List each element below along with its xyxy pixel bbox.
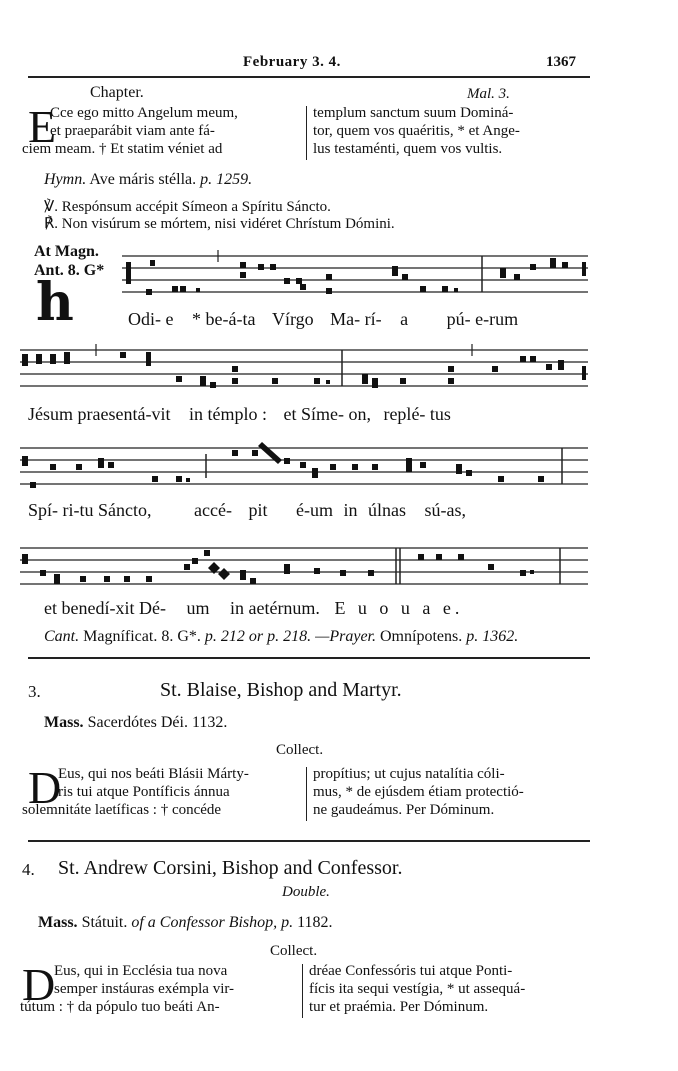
canticle-text: Magníficat. 8. G*. xyxy=(83,628,201,645)
prayer-text: Omnípotens. xyxy=(380,628,463,645)
lyric-1-4: Ma- rí- xyxy=(330,309,382,329)
chant-staff-3 xyxy=(0,440,678,500)
lyric-3-2: accé- xyxy=(194,500,232,520)
blaise-collect-label: Collect. xyxy=(276,742,324,758)
response: ℟. Non visúrum se mórtem, nisi vidéret Chrístum Dómini. xyxy=(44,216,395,232)
lyric-1-5: a xyxy=(400,309,409,329)
lyric-3-4: é-um xyxy=(295,500,333,520)
blaise-day-number: 3. xyxy=(28,682,41,701)
chapter-column-divider xyxy=(306,106,307,160)
lyric-4-1: et benedí-xit Dé- xyxy=(44,598,166,618)
corsini-title: St. Andrew Corsini, Bishop and Confessor. xyxy=(58,857,403,879)
canticle-label: Cant. xyxy=(44,628,80,645)
chant-staff-1 xyxy=(0,248,678,308)
chapter-label: Chapter. xyxy=(90,84,144,101)
lyrics-line-1 xyxy=(128,309,518,330)
versicle: ℣. Respónsum accépit Símeon a Spíritu Sáncto. xyxy=(44,199,331,215)
blaise-left-column xyxy=(22,762,249,819)
corsini-day-number: 4. xyxy=(22,860,35,879)
lyric-1-1: Odi- e xyxy=(128,309,174,329)
chapter-left-line-3: ciem meam. † Et statim véniet ad xyxy=(22,141,223,157)
lyric-3-7: sú-as, xyxy=(424,500,466,520)
lyric-1-3: Vírgo xyxy=(271,309,314,329)
blaise-right-line-1: propítius; ut cujus natalítia cóli- xyxy=(313,766,505,782)
lyric-3-1: Spí- ri-tu Sáncto, xyxy=(28,500,152,520)
hymn-line xyxy=(44,171,252,189)
lyric-4-2: um xyxy=(186,598,210,618)
corsini-right-column xyxy=(309,962,525,1016)
hymn-page: p. 1259. xyxy=(200,171,253,188)
lyric-2-3: et Síme- on, xyxy=(283,404,371,424)
lyric-2-2: in témplo : xyxy=(188,404,267,424)
blaise-left-line-2: ris tui atque Pontíficis ánnua xyxy=(58,784,230,800)
blaise-mass-label: Mass. xyxy=(44,714,84,731)
lyric-4-4: E u o u a e. xyxy=(334,598,464,618)
chant-staff-4 xyxy=(0,540,678,600)
corsini-mass-page: 1182. xyxy=(297,914,333,931)
blaise-mass-line xyxy=(44,714,227,732)
header-rule xyxy=(28,76,590,78)
corsini-mass-line xyxy=(38,914,333,932)
header-page-number: 1367 xyxy=(546,54,576,70)
corsini-mass-text: Státuit. xyxy=(81,914,128,931)
chapter-right-line-1: templum sanctum suum Dominá- xyxy=(313,105,514,121)
corsini-right-line-2: fícis ita sequi vestígia, * ut assequá- xyxy=(309,981,526,997)
chapter-left-line-1: Cce ego mitto Angelum meum, xyxy=(50,105,238,121)
corsini-left-column xyxy=(20,959,235,1016)
chapter-right-line-2: tor, quem vos quaéritis, * et Ange- xyxy=(313,123,520,139)
blaise-right-line-3: ne gaudeámus. Per Dóminum. xyxy=(313,802,495,818)
chapter-right-line-3: lus testaménti, quem vos vultis. xyxy=(313,141,503,157)
lyrics-line-4 xyxy=(44,598,463,619)
blaise-mass-text: Sacerdótes Déi. 1132. xyxy=(87,714,228,731)
hymn-text: Ave máris stélla. xyxy=(89,171,197,188)
section-divider-1 xyxy=(28,657,590,659)
corsini-right-line-3: tur et praémia. Per Dóminum. xyxy=(309,999,489,1015)
lyrics-line-3 xyxy=(28,500,466,521)
blaise-right-line-2: mus, * de ejúsdem étiam protectió- xyxy=(313,784,524,800)
corsini-mass-reference: of a Confessor Bishop, p. xyxy=(131,914,294,931)
blaise-drop-capital: D xyxy=(28,762,62,813)
chapter-left-column xyxy=(22,101,302,158)
blaise-left-line-1: Eus, qui nos beáti Blásii Márty- xyxy=(58,766,249,782)
canticle-pages: p. 212 or p. 218. xyxy=(204,628,312,645)
antiphon-mode-label: Ant. 8. G* xyxy=(34,262,105,279)
chapter-drop-capital: E xyxy=(28,101,57,152)
corsini-left-line-2: semper instáuras exémpla vir- xyxy=(54,981,235,997)
lyric-4-3: in aetérnum. xyxy=(229,598,320,618)
lyric-2-1: Jésum praesentá-vit xyxy=(28,404,171,424)
lyric-2-4: replé- tus xyxy=(383,404,451,424)
lyric-3-5: in xyxy=(343,500,358,520)
corsini-left-line-3: tútum : † da pópulo tuo beáti An- xyxy=(20,999,220,1015)
section-divider-2 xyxy=(28,840,590,842)
hymn-label: Hymn. xyxy=(44,171,87,188)
blaise-column-divider xyxy=(306,767,307,821)
prayer-page: p. 1362. xyxy=(466,628,519,645)
corsini-drop-capital: D xyxy=(22,959,56,1010)
canticle-line xyxy=(44,628,518,646)
corsini-left-line-1: Eus, qui in Ecclésia tua nova xyxy=(54,963,228,979)
corsini-rank: Double. xyxy=(282,884,330,900)
lyric-1-2: * be-á-ta xyxy=(191,309,256,329)
chapter-reference: Mal. 3. xyxy=(467,86,510,102)
lyrics-line-2 xyxy=(28,404,451,425)
corsini-mass-label: Mass. xyxy=(38,914,78,931)
prayer-label: —Prayer. xyxy=(315,628,376,645)
lyric-3-3: pit xyxy=(248,500,268,520)
chant-initial: h xyxy=(36,272,74,333)
magnificat-label: At Magn. xyxy=(34,243,99,260)
blaise-left-line-3: solemnitáte laetíficas : † concéde xyxy=(22,802,222,818)
corsini-right-line-1: dréae Confessóris tui atque Ponti- xyxy=(309,963,513,979)
lyric-3-6: úlnas xyxy=(367,500,406,520)
corsini-collect-label: Collect. xyxy=(270,943,318,959)
chapter-left-line-2: et praeparábit viam ante fá- xyxy=(50,123,215,139)
blaise-right-column xyxy=(313,765,524,819)
chant-staff-2 xyxy=(0,342,678,402)
lyric-1-6: pú- e-rum xyxy=(446,309,519,329)
blaise-title: St. Blaise, Bishop and Martyr. xyxy=(160,679,402,701)
header-date: February 3. 4. xyxy=(243,54,341,70)
chapter-right-column xyxy=(313,104,520,158)
corsini-column-divider xyxy=(302,964,303,1018)
